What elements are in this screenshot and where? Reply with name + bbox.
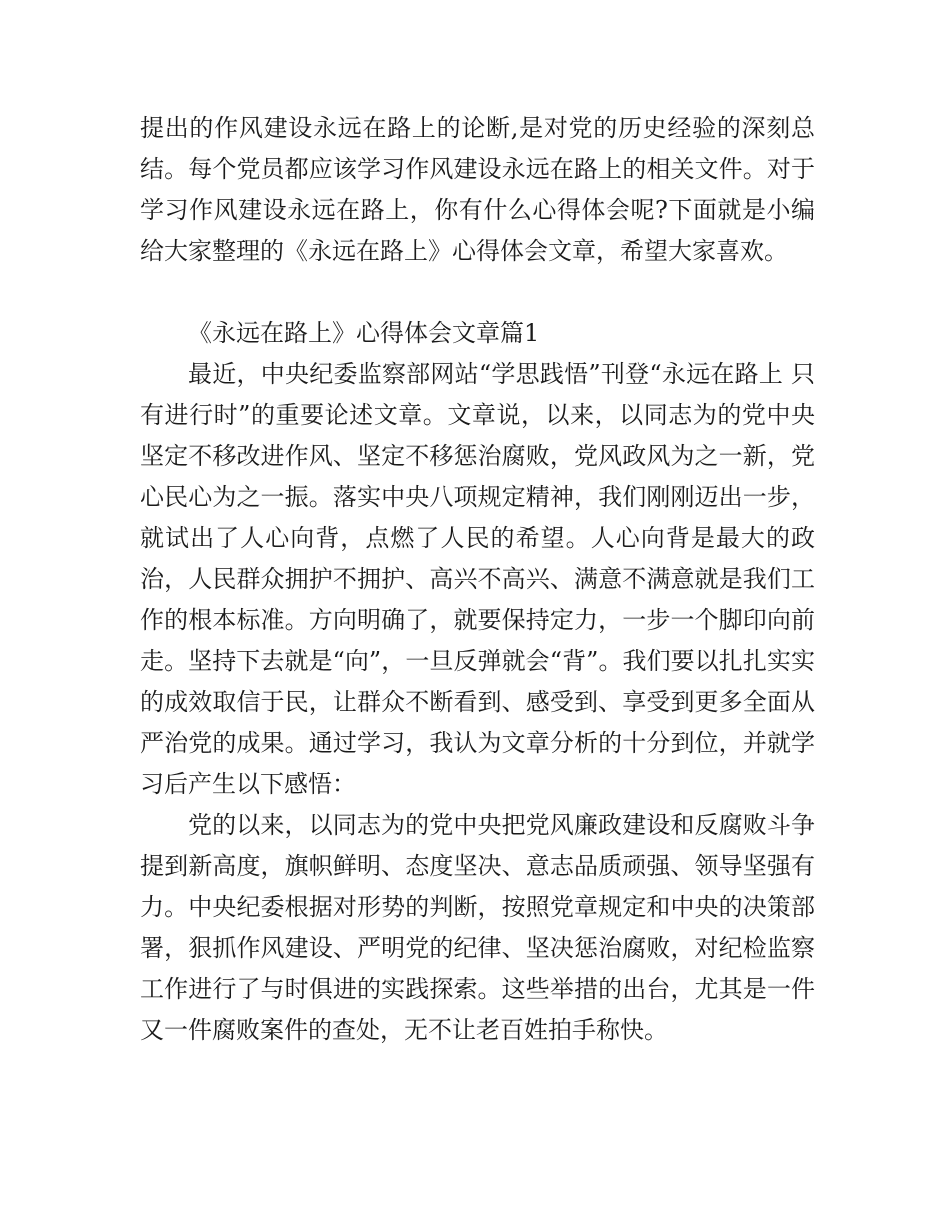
intro-paragraph: 提出的作风建设永远在路上的论断,是对党的历史经验的深刻总结。每个党员都应该学习作风建设永远在路上的相关文件。对于学习作风建设永远在路上，你有什么心得体会呢?下面就是小编给大家整理的《永远在路上》心得体会文章，希望大家喜欢。 bbox=[140, 114, 815, 265]
intro-section bbox=[140, 108, 815, 272]
article-section bbox=[140, 313, 815, 1051]
body-paragraph-1: 最近，中央纪委监察部网站“学思践悟”刊登“永远在路上 只有进行时”的重要论述文章。文章说，以来，以同志为的党中央坚定不移改进作风、坚定不移惩治腐败，党风政风为之一新，党心民心为之一振。落实中央八项规定精神，我们刚刚迈出一步，就试出了人心向背，点燃了人民的希望。人心向背是最大的政治，人民群众拥护不拥护、高兴不高兴、满意不满意就是我们工作的根本标准。方向明确了，就要保持定力，一步一个脚印向前走。坚持下去就是“向”，一旦反弹就会“背”。我们要以扎扎实实的成效取信于民，让群众不断看到、感受到、享受到更多全面从严治党的成果。通过学习，我认为文章分析的十分到位，并就学习后产生以下感悟： bbox=[140, 360, 815, 798]
body-paragraph-2: 党的以来，以同志为的党中央把党风廉政建设和反腐败斗争提到新高度，旗帜鲜明、态度坚决、意志品质顽强、领导坚强有力。中央纪委根据对形势的判断，按照党章规定和中央的决策部署，狠抓作风建设、严明党的纪律、坚决惩治腐败，对纪检监察工作进行了与时俱进的实践探索。这些举措的出台，尤其是一件又一件腐败案件的查处，无不让老百姓拍手称快。 bbox=[140, 811, 815, 1044]
section-spacer bbox=[140, 272, 815, 313]
document-page bbox=[140, 108, 815, 1051]
section-title: 《永远在路上》心得体会文章篇1 bbox=[188, 319, 540, 347]
